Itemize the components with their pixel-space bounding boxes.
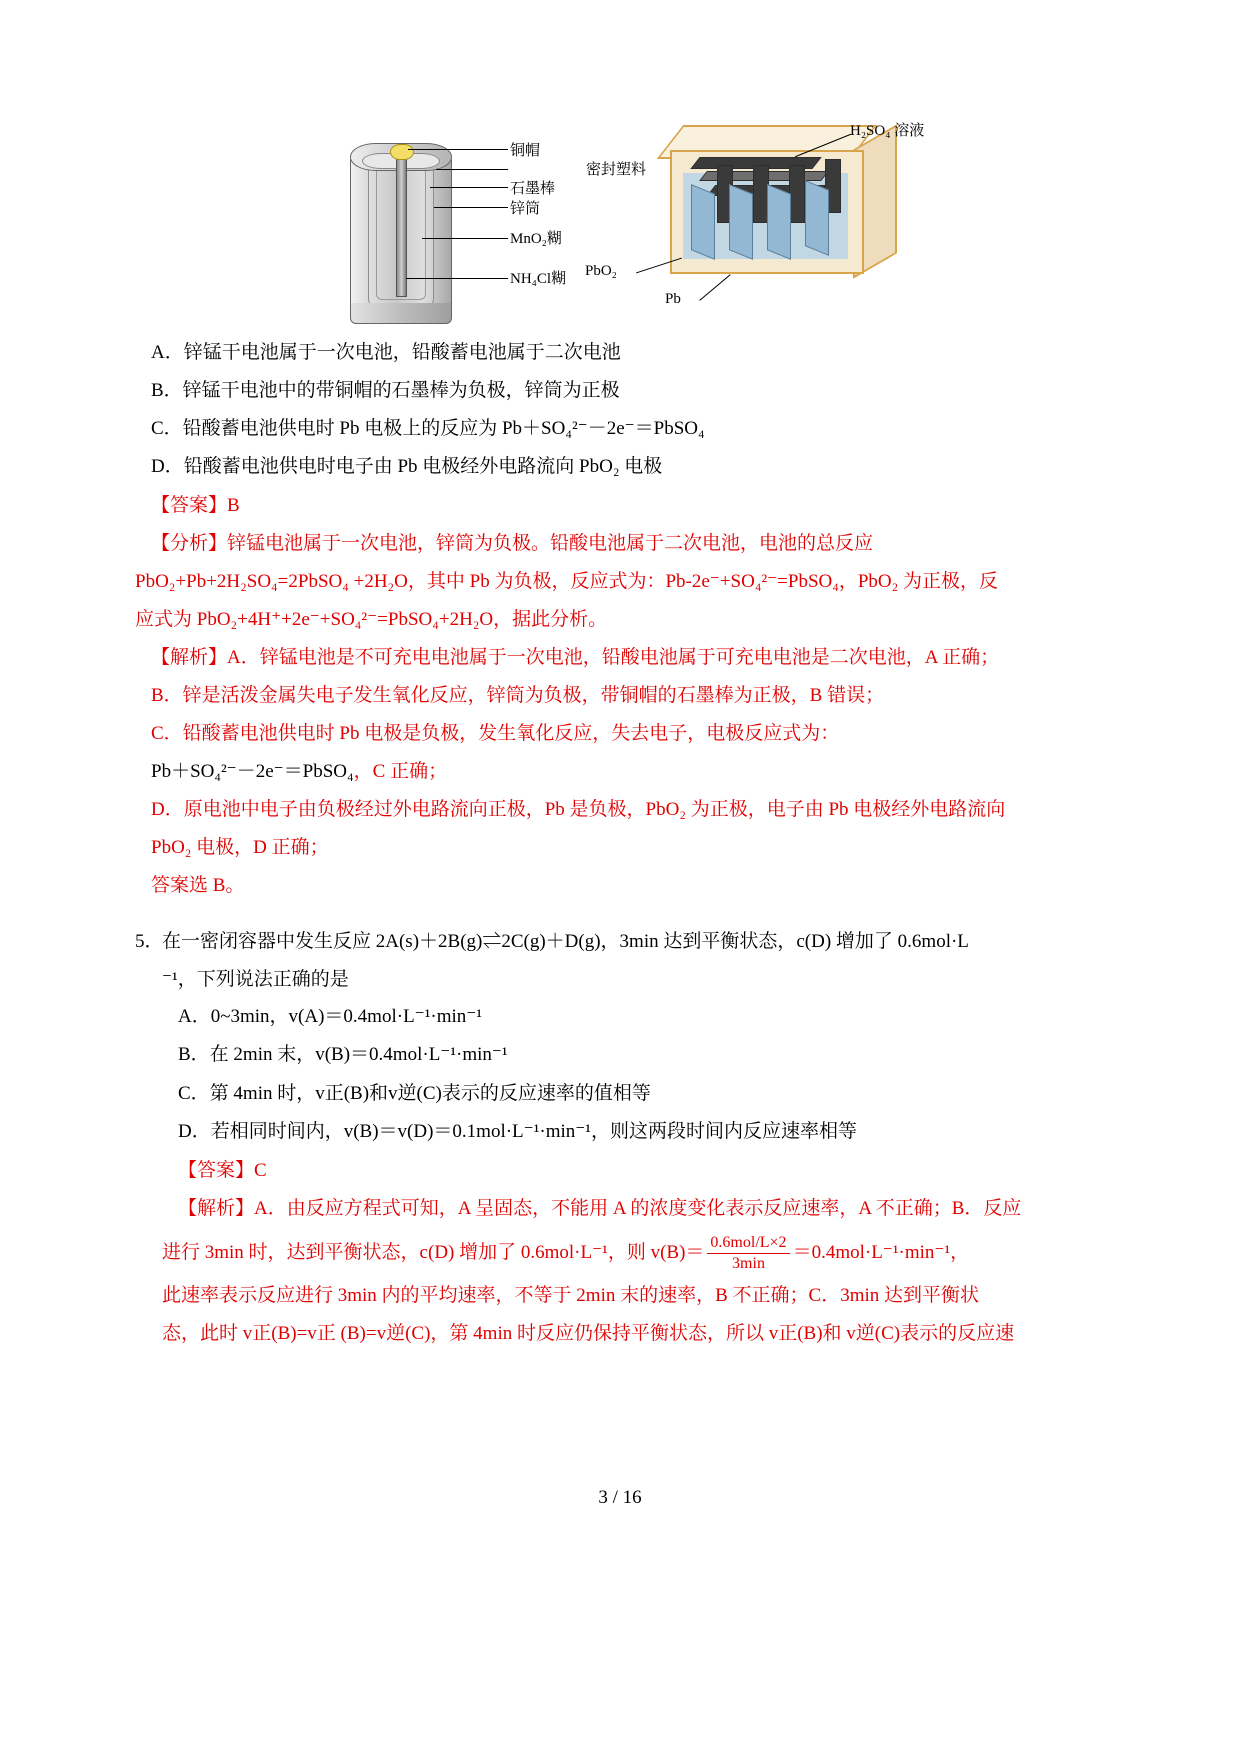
plate-grid-3 xyxy=(767,184,791,260)
q4-final-answer: 答案选 B。 xyxy=(151,875,245,897)
q4-analysis-line1 xyxy=(135,525,1110,563)
plate-vertical-3 xyxy=(789,165,805,223)
q5-rate-numerator: 0.6mol/L×2 xyxy=(707,1233,789,1254)
q4-analysis-line2: PbO₂+Pb+2H₂SO₄=2PbSO₄ +2H₂O，其中 Pb 为负极，反应式为：Pb-2e⁻+SO₄²⁻=PbSO₄，PbO₂ 为正极，反 xyxy=(135,571,999,593)
q4-option-b: B．锌锰干电池中的带铜帽的石墨棒为负极，锌筒为正极 xyxy=(151,380,620,402)
leader-nh4cl xyxy=(406,278,508,279)
q4-explain-label: 【解析】 xyxy=(151,647,228,669)
q4-explain-c: C．铅酸蓄电池供电时 Pb 电极是负极，发生氧化反应，失去电子，电极反应式为： xyxy=(151,723,840,745)
q5-stem-line1: 在一密闭容器中发生反应 2A(s)＋2B(g)⇌2C(g)＋D(g)，3min 达到平衡状态，c(D) 增加了 0.6mol·L xyxy=(162,931,969,953)
copper-cap-shape xyxy=(390,144,414,160)
leader-pb xyxy=(699,274,730,300)
leader-zinc xyxy=(434,207,508,208)
plate-grid-4 xyxy=(805,180,829,256)
q5-explain-label: 【解析】 xyxy=(178,1197,255,1219)
label-h2so4: H₂SO₄ 溶液 xyxy=(850,123,925,139)
q4-analysis-line3: 应式为 PbO₂+4H⁺+2e⁻+SO₄²⁻=PbSO₄+2H₂O，据此分析。 xyxy=(135,609,608,631)
q5-explain-line1 xyxy=(135,1190,1110,1228)
q5-option-b: B．在 2min 末，v(B)＝0.4mol·L⁻¹·min⁻¹ xyxy=(178,1044,508,1066)
q4-option-d: D．铅酸蓄电池供电时电子由 Pb 电极经外电路流向 PbO₂ 电极 xyxy=(151,456,663,478)
q4-explain-d: D．原电池中电子由负极经过外电路流向正极，Pb 是负极，PbO₂ 为正极，电子由 Pb 电极经外电路流向 xyxy=(151,799,1006,821)
q4-explain-line-a xyxy=(135,639,1110,677)
label-mno2-paste: MnO₂糊 xyxy=(510,231,562,247)
label-copper-cap: 铜帽 xyxy=(510,143,541,159)
label-sealing-plastic: 密封塑料 xyxy=(586,162,647,178)
q5-explain-line2 xyxy=(135,1228,1110,1277)
q4-explain-a: A．锌锰电池是不可充电电池属于一次电池，铅酸电池属于可充电电池是二次电池，A 正确； xyxy=(227,647,1000,669)
label-zinc-cylinder: 锌筒 xyxy=(510,201,541,217)
q4-answer: 【答案】B xyxy=(151,495,240,517)
q4-explain-d2: PbO₂ 电极，D 正确； xyxy=(151,837,329,859)
label-pbo2: PbO₂ xyxy=(585,263,617,279)
q5-explain-text2a: 进行 3min 时，达到平衡状态，c(D) 增加了 0.6mol·L⁻¹，则 v(B)＝ xyxy=(162,1241,705,1263)
q5-rate-fraction xyxy=(707,1233,789,1274)
figure-area xyxy=(135,105,1110,335)
graphite-rod-shape xyxy=(396,155,407,297)
q5-answer: 【答案】C xyxy=(178,1159,267,1181)
q4-explain-b: B．锌是活泼金属失电子发生氧化反应，锌筒为负极，带铜帽的石墨棒为正极，B 错误； xyxy=(151,685,885,707)
q5-stem-line2: ⁻¹，下列说法正确的是 xyxy=(162,969,349,991)
q5-rate-denominator: 3min xyxy=(732,1254,765,1272)
leader-copper-cap xyxy=(408,149,508,150)
q5-option-a: A．0~3min，v(A)＝0.4mol·L⁻¹·min⁻¹ xyxy=(178,1006,483,1028)
page-footer: 3 / 16 xyxy=(598,1487,642,1508)
q5-explain-line4: 态，此时 v正(B)=v正 (B)=v逆(C)，第 4min 时反应仍保持平衡状态，所以 v正(B)和 v逆(C)表示的反应速 xyxy=(162,1323,1015,1345)
leader-mno2 xyxy=(422,238,508,239)
q4-analysis-text: 锌锰电池属于一次电池，锌筒为负极。铅酸电池属于二次电池，电池的总反应 xyxy=(227,533,874,555)
cell-bottom xyxy=(350,303,452,324)
label-graphite-rod: 石墨棒 xyxy=(510,181,556,197)
q5-explain-text2b: ＝0.4mol·L⁻¹·min⁻¹， xyxy=(792,1241,970,1263)
q5-option-c: C．第 4min 时，v正(B)和v逆(C)表示的反应速率的值相等 xyxy=(178,1082,651,1104)
q4-explain-c2 xyxy=(135,753,1110,791)
q5-number: 5． xyxy=(135,931,164,953)
plate-grid-2 xyxy=(729,184,753,260)
q5-option-d: D．若相同时间内，v(B)＝v(D)＝0.1mol·L⁻¹·min⁻¹，则这两段时间内反应速率相等 xyxy=(178,1120,858,1142)
q4-explain-c2-tail: ，C 正确； xyxy=(353,761,448,783)
q4-explain-c2-formula: Pb＋SO₄²⁻－2e⁻＝PbSO₄ xyxy=(151,761,354,783)
q5-stem xyxy=(135,923,1110,999)
page-content xyxy=(135,105,1110,1353)
label-pb: Pb xyxy=(665,291,681,307)
leader-sealing xyxy=(436,169,508,170)
q4-analysis-label: 【分析】 xyxy=(151,533,228,555)
label-nh4cl-paste: NH₄Cl糊 xyxy=(510,271,567,287)
q5-explain-line3: 此速率表示反应进行 3min 内的平均速率，不等于 2min 末的速率，B 不正确；C．3min 达到平衡状 xyxy=(162,1285,980,1307)
leader-graphite xyxy=(430,187,508,188)
q4-option-c: C．铅酸蓄电池供电时 Pb 电极上的反应为 Pb＋SO₄²⁻－2e⁻＝PbSO₄ xyxy=(151,418,705,440)
plate-grid-1 xyxy=(691,184,715,260)
q4-option-a: A．锌锰干电池属于一次电池，铅酸蓄电池属于二次电池 xyxy=(151,342,621,363)
q5-explain-text1: A．由反应方程式可知，A 呈固态，不能用 A 的浓度变化表示反应速率，A 不正确；B．反应 xyxy=(254,1197,1022,1219)
